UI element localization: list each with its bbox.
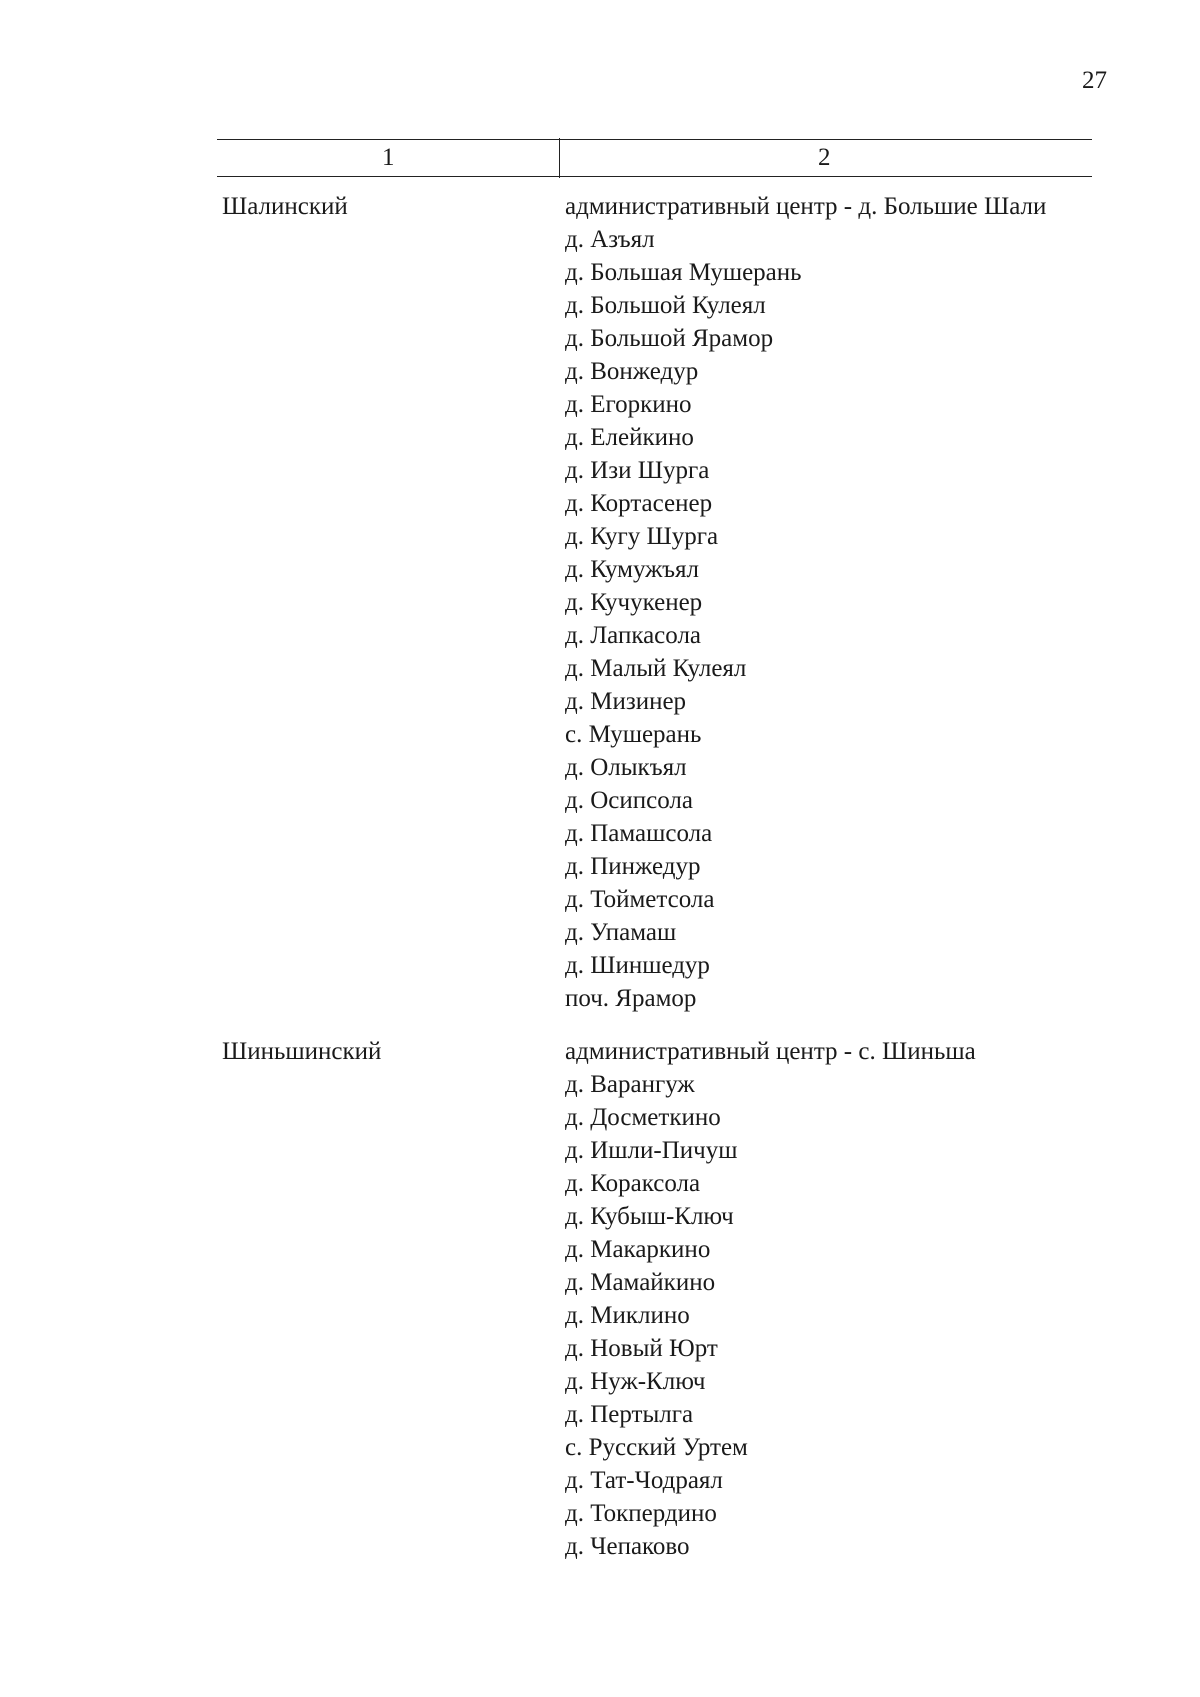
- settlement-item: д. Олыкъял: [565, 754, 687, 781]
- table-body: [0, 190, 1200, 1563]
- settlement-item: д. Осипсола: [565, 787, 693, 814]
- column-number-1: 1: [382, 144, 395, 171]
- settlement-item: д. Упамаш: [565, 919, 677, 946]
- settlement-item: д. Кугу Шурга: [565, 523, 719, 550]
- settlement-item: с. Мушерань: [565, 721, 702, 748]
- settlement-item: д. Кумужъял: [565, 556, 700, 583]
- settlement-item: д. Вонжедур: [565, 358, 699, 385]
- settlement-item: д. Малый Кулеял: [565, 655, 747, 682]
- settlement-item: д. Пертылга: [565, 1401, 694, 1428]
- settlement-item: д. Мамайкино: [565, 1269, 716, 1296]
- settlement-item: д. Чепаково: [565, 1533, 690, 1560]
- settlement-item: д. Азъял: [565, 226, 655, 253]
- table-row-shinshinsky: [0, 1035, 1200, 1563]
- settlement-item: д. Мизинер: [565, 688, 687, 715]
- settlement-item: д. Памашсола: [565, 820, 713, 847]
- header-column-divider: [559, 138, 560, 178]
- column-number-2: 2: [818, 144, 831, 171]
- settlement-item: д. Пинжедур: [565, 853, 701, 880]
- settlement-list: [565, 1035, 1065, 1563]
- settlement-item: поч. Ярамор: [565, 985, 697, 1012]
- settlement-item: д. Большая Мушерань: [565, 259, 802, 286]
- settlement-item: с. Русский Уртем: [565, 1434, 748, 1461]
- settlement-item: д. Нуж-Ключ: [565, 1368, 706, 1395]
- settlement-item: д. Шиншедур: [565, 952, 710, 979]
- settlement-item: д. Варангуж: [565, 1071, 695, 1098]
- settlement-list: [565, 190, 1065, 1015]
- settlement-admin-center: административный центр - д. Большие Шали: [565, 193, 1047, 220]
- settlement-item: д. Макаркино: [565, 1236, 711, 1263]
- settlement-item: д. Ишли-Пичуш: [565, 1137, 738, 1164]
- table-header: [217, 139, 1092, 177]
- settlement-item: д. Токпердино: [565, 1500, 717, 1527]
- settlement-item: д. Лапкасола: [565, 622, 702, 649]
- settlement-item: д. Егоркино: [565, 391, 692, 418]
- page-number: 27: [1082, 67, 1107, 94]
- district-name: Шиньшинский: [222, 1038, 382, 1065]
- settlement-admin-center: административный центр - с. Шиньша: [565, 1038, 976, 1065]
- settlement-item: д. Тат-Чодраял: [565, 1467, 723, 1494]
- table-row-shalinsky: [0, 190, 1200, 1015]
- settlement-item: д. Кораксола: [565, 1170, 701, 1197]
- settlement-item: д. Кучукенер: [565, 589, 703, 616]
- settlement-item: д. Досметкино: [565, 1104, 721, 1131]
- district-name: Шалинский: [222, 193, 348, 220]
- settlement-item: д. Кортасенер: [565, 490, 713, 517]
- settlement-item: д. Кубыш-Ключ: [565, 1203, 734, 1230]
- settlement-item: д. Елейкино: [565, 424, 694, 451]
- settlement-item: д. Новый Юрт: [565, 1335, 718, 1362]
- settlement-item: д. Большой Ярамор: [565, 325, 774, 352]
- settlement-item: д. Изи Шурга: [565, 457, 710, 484]
- settlement-item: д. Тойметсола: [565, 886, 715, 913]
- settlement-item: д. Миклино: [565, 1302, 690, 1329]
- settlement-item: д. Большой Кулеял: [565, 292, 766, 319]
